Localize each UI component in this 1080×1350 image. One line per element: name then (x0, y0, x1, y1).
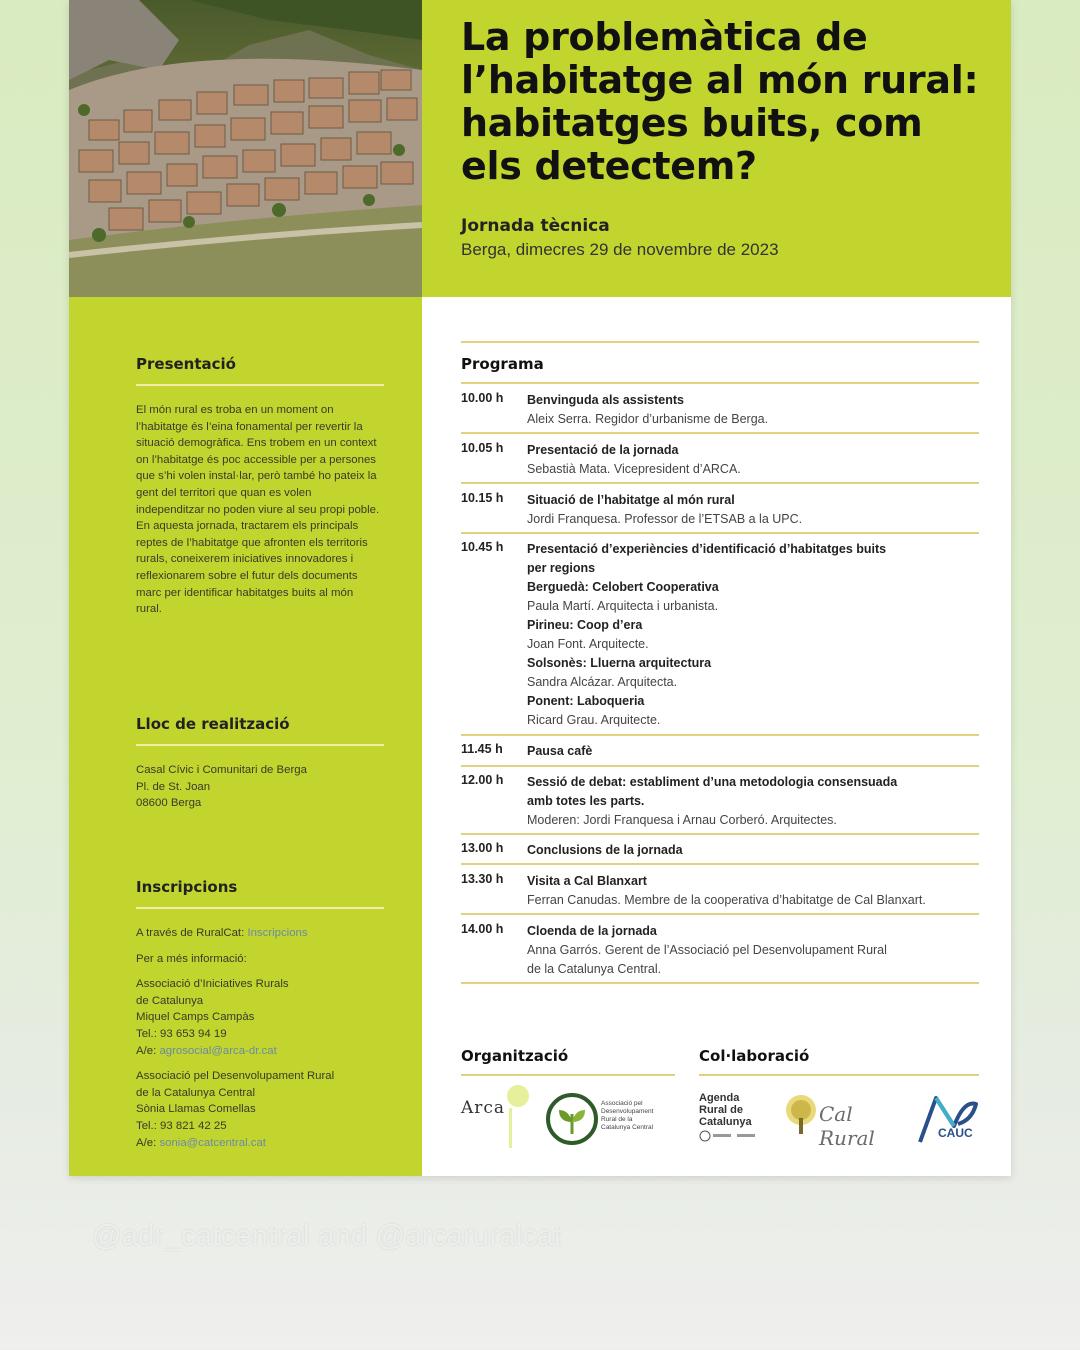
divider (461, 833, 979, 835)
item-speaker: Jordi Franquesa. Professor de l’ETSAB a la UPC. (527, 512, 803, 526)
collaboracio-heading: Col·laboració (699, 1047, 810, 1065)
item-time: 11.45 h (461, 742, 503, 756)
adrcc-logo (545, 1092, 675, 1150)
divider (136, 744, 384, 746)
agenda-logo-text: Rural de (699, 1104, 744, 1116)
divider (461, 382, 979, 384)
org1-email-link[interactable]: agrosocial@arca-dr.cat (159, 1044, 277, 1057)
divider (461, 765, 979, 767)
item-speaker: Moderen: Jordi Franquesa i Arnau Corberó. Arquitectes. (527, 813, 837, 827)
presentacio-text (136, 402, 382, 618)
item-title: amb totes les parts. (527, 794, 645, 808)
region-speaker: Sandra Alcázar. Arquitecta. (527, 675, 678, 689)
adrcc-logo-text: Associació pel (601, 1100, 643, 1107)
village-photo (69, 0, 422, 297)
item-time: 10.15 h (461, 491, 504, 505)
divider (461, 432, 979, 434)
divider (461, 482, 979, 484)
divider (461, 982, 979, 984)
org1-email-prefix: A/e: (136, 1044, 157, 1057)
org2-person: Sònia Llamas Comellas (136, 1103, 256, 1116)
event-title (461, 16, 1001, 188)
village-illustration (69, 0, 422, 297)
item-title: Sessió de debat: establiment d’una metodologia consensuada (527, 775, 898, 789)
arca-logo-text: Arca (461, 1098, 506, 1118)
org2-tel: Tel.: 93 821 42 25 (136, 1119, 227, 1132)
item-time: 10.45 h (461, 540, 504, 554)
item-title: Pausa cafè (527, 744, 593, 758)
divider (461, 863, 979, 865)
item-title: per regions (527, 561, 596, 575)
calrural-logo (781, 1092, 899, 1150)
lloc-heading: Lloc de realització (136, 715, 290, 733)
divider (699, 1074, 979, 1076)
cauc-logo-text: CAUC (938, 1126, 973, 1140)
item-speaker: Sebastià Mata. Vicepresident d’ARCA. (527, 462, 741, 476)
title-panel (422, 0, 1011, 297)
inscripcions-link[interactable]: Inscripcions (247, 927, 308, 939)
region-name: Ponent: Laboqueria (527, 694, 645, 708)
inscripcions-info (136, 925, 382, 1151)
org2-name-1: Associació pel Desenvolupament Rural (136, 1070, 335, 1083)
region-speaker: Joan Font. Arquitecte. (527, 637, 649, 651)
agenda-logo-text: Catalunya (699, 1116, 752, 1128)
divider (136, 384, 384, 386)
org2-name-2: de la Catalunya Central (136, 1086, 256, 1099)
address-line: 08600 Berga (136, 797, 202, 810)
presentacio-heading: Presentació (136, 355, 236, 373)
presentacio-paragraph-1: El món rural es troba en un moment on l’habitatge és l’eina fonamental per revertir la situació demogràfica. Ens trobem en un context on l’habitatge és poc accessible per a persones que s’hi volen instal·lar, però també ho pateix la gent del territori que quan es volen independitzar no poden viure al seu propi poble. (136, 404, 380, 516)
event-poster (69, 0, 1011, 1176)
item-time: 10.05 h (461, 441, 504, 455)
cauc-mark-icon (914, 1090, 980, 1150)
item-title: Situació de l’habitatge al món rural (527, 493, 735, 507)
agenda-seals-icon (699, 1130, 759, 1142)
org2-email-link[interactable]: sonia@catcentral.cat (159, 1136, 266, 1149)
title-line-3: habitatges buits, com (461, 101, 923, 145)
item-title: Cloenda de la jornada (527, 924, 657, 938)
lloc-address (136, 762, 382, 812)
item-title: Conclusions de la jornada (527, 843, 683, 857)
calrural-logo-text: Cal Rural (819, 1102, 875, 1150)
item-title: Presentació de la jornada (527, 443, 679, 457)
event-date: Berga, dimecres 29 de novembre de 2023 (461, 240, 779, 259)
title-line-1: La problemàtica de (461, 15, 868, 59)
ruralcat-prefix: A través de RuralCat: (136, 927, 245, 939)
region-speaker: Ricard Grau. Arquitecte. (527, 713, 661, 727)
item-title: Visita a Cal Blanxart (527, 874, 647, 888)
item-title: Benvinguda als assistents (527, 393, 685, 407)
programa-heading: Programa (461, 355, 544, 373)
adrcc-logo-text: Rural de la (601, 1116, 633, 1123)
region-speaker: Paula Martí. Arquitecta i urbanista. (527, 599, 719, 613)
title-line-2: l’habitatge al món rural: (461, 58, 979, 102)
more-info-label: Per a més informació: (136, 952, 247, 965)
calrural-tree-icon (781, 1092, 821, 1138)
divider (461, 734, 979, 736)
org1-person: Miquel Camps Campàs (136, 1011, 255, 1024)
org2-email-prefix: A/e: (136, 1136, 157, 1149)
arca-logo (461, 1084, 541, 1150)
item-time: 10.00 h (461, 391, 504, 405)
agenda-logo-text: Agenda (699, 1092, 740, 1104)
org1-name-1: Associació d’Iniciatives Rurals (136, 978, 289, 991)
org1-tel: Tel.: 93 653 94 19 (136, 1027, 227, 1040)
agenda-rural-logo (699, 1092, 769, 1150)
adrcc-logo-text: Catalunya Central (601, 1124, 654, 1131)
event-type: Jornada tècnica (461, 216, 610, 236)
item-time: 14.00 h (461, 922, 504, 936)
item-time: 12.00 h (461, 773, 504, 787)
item-speaker: Ferran Canudas. Membre de la cooperativa d’habitatge de Cal Blanxart. (527, 893, 926, 907)
item-speaker: de la Catalunya Central. (527, 962, 662, 976)
inscripcions-heading: Inscripcions (136, 878, 238, 896)
divider (461, 1074, 675, 1076)
region-name: Pirineu: Coop d’era (527, 618, 643, 632)
adrcc-logo-text: Desenvolupament (601, 1108, 654, 1115)
organitzacio-heading: Organització (461, 1047, 569, 1065)
cauc-logo (914, 1090, 980, 1150)
divider (461, 532, 979, 534)
item-time: 13.00 h (461, 841, 504, 855)
divider (461, 341, 979, 343)
title-line-4: els detectem? (461, 144, 757, 188)
adrcc-sprout-icon (545, 1092, 599, 1146)
divider (136, 907, 384, 909)
item-speaker: Aleix Serra. Regidor d’urbanisme de Berga. (527, 412, 769, 426)
region-name: Solsonès: Lluerna arquitectura (527, 656, 712, 670)
item-time: 13.30 h (461, 872, 504, 886)
divider (461, 913, 979, 915)
address-line: Casal Cívic i Comunitari de Berga (136, 764, 307, 776)
address-line: Pl. de St. Joan (136, 780, 211, 793)
presentacio-paragraph-2: En aquesta jornada, tractarem els principals reptes de l’habitatge que afronten els territoris rurals, coneixerem iniciatives innovadores i reflexionarem sobre el futur dels documents marc per identificar habitatges buits al món rural. (136, 520, 368, 616)
item-speaker: Anna Garrós. Gerent de l’Associació pel Desenvolupament Rural (527, 943, 887, 957)
org1-name-2: de Catalunya (136, 994, 204, 1007)
region-name: Berguedà: Celobert Cooperativa (527, 580, 719, 594)
item-title: Presentació d’experiències d’identificació d’habitatges buits (527, 542, 887, 556)
mention-overlay: @adr_catcentral and @arcaruralcat (92, 1220, 563, 1252)
